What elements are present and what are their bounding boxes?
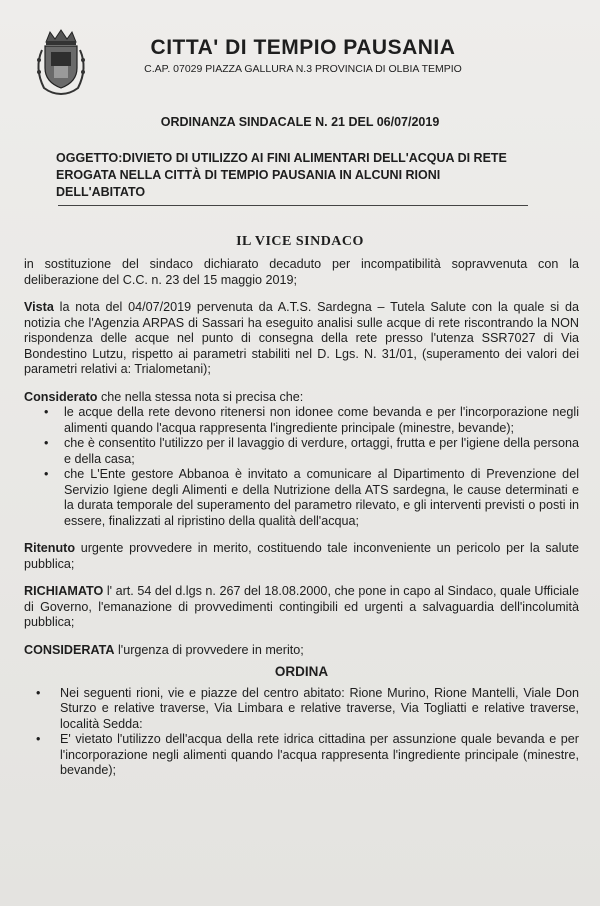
bullet-icon: •	[44, 436, 49, 450]
list-item: • che è consentito l'utilizzo per il lavaggio di verdure, ortaggi, frutta e per l'igiene della persona e della casa;	[44, 436, 579, 466]
considerata-text: l'urgenza di provvedere in merito;	[114, 642, 304, 657]
richiamato-keyword: RICHIAMATO	[24, 584, 104, 598]
subject-divider	[58, 205, 528, 206]
considerato-list	[24, 405, 579, 529]
vista-paragraph	[24, 300, 579, 378]
richiamato-text: l' art. 54 del d.lgs n. 267 del 18.08.2000, che pone in capo al Sindaco, quale Ufficiale di Governo, l'emanazione di provvedimenti contingibili ed urgenti a salvaguardia dell'incolumità pubblica;	[24, 584, 579, 629]
municipal-crest-icon	[30, 28, 92, 100]
considerato-keyword: Considerato	[24, 389, 98, 404]
subject: OGGETTO:DIVIETO DI UTILIZZO AI FINI ALIMENTARI DELL'ACQUA DI RETE EROGATA NELLA CITTÀ DI TEMPIO PAUSANIA IN ALCUNI RIONI DELL'ABITATO	[56, 151, 507, 199]
list-item: • E' vietato l'utilizzo dell'acqua della rete idrica cittadina per assunzione quale bevanda e per l'incorporazione negli alimenti quando l'acqua rappresenta l'ingrediente principale (minestre, bevande);	[36, 732, 579, 777]
ordinance-number: ORDINANZA SINDACALE N. 21 DEL 06/07/2019	[160, 115, 440, 129]
city-address: C.AP. 07029 PIAZZA GALLURA N.3 PROVINCIA DI OLBIA TEMPIO	[144, 63, 462, 75]
ordina-heading: ORDINA	[274, 664, 329, 679]
vista-keyword: Vista	[24, 300, 54, 314]
considerato-text: che nella stessa nota si precisa che:	[97, 389, 304, 404]
city-title: CITTA' DI TEMPIO PAUSANIA	[150, 36, 456, 59]
vice-mayor-heading: IL VICE SINDACO	[236, 234, 364, 249]
bullet-icon: •	[44, 405, 49, 419]
vista-text: la nota del 04/07/2019 pervenuta da A.T.S. Sardegna – Tutela Salute con la quale si da notizia che l'Agenzia ARPAS di Sassari ha eseguito analisi sulle acque di rete riscontrando la NON rispondenza delle acque nel punto di consegna della rete presso l'utenza SSR7027 di Via Bondestino Lutzu, rispetto ai parametri stabiliti nel D. Lgs. N. 31/01, (superamento dei valori dei parametri relativi a: Trialometani);	[24, 300, 579, 376]
bullet-icon: •	[36, 685, 41, 700]
ritenuto-text: urgente provvedere in merito, costituendo tale inconveniente un pericolo per la salute pubblica;	[24, 541, 579, 571]
considerata-paragraph	[24, 643, 579, 659]
ritenuto-keyword: Ritenuto	[24, 541, 76, 555]
ritenuto-paragraph	[24, 541, 579, 572]
ordina-list	[24, 686, 579, 779]
document-body	[24, 257, 579, 779]
intro-paragraph: in sostituzione del sindaco dichiarato decaduto per incompatibilità sopravvenuta con la deliberazione del C.C. n. 23 del 15 maggio 2019;	[24, 257, 579, 287]
list-item: • che L'Ente gestore Abbanoa è invitato a comunicare al Dipartimento di Prevenzione del Servizio Igiene degli Alimenti e della Nutrizione della ATS sardegna, le cause determinati e la durata temporale del superamento del parametro rilevato, e gli interventi previsti o posti in essere, finalizzati al ripristino della qualità dell'acqua;	[44, 467, 579, 528]
bullet-icon: •	[44, 467, 49, 481]
list-item: • le acque della rete devono ritenersi non idonee come bevanda e per l'incorporazione negli alimenti quando l'acqua rappresenta l'ingrediente principale (minestre, bevande);	[44, 405, 579, 435]
bullet-icon: •	[36, 732, 41, 746]
richiamato-paragraph	[24, 584, 579, 631]
list-item: • Nei seguenti rioni, vie e piazze del centro abitato: Rione Murino, Rione Mantelli, Viale Don Sturzo e relative traverse, Via Limbara e relative traverse, Via Togliatti e relative traverse, località Sedda:	[36, 685, 579, 731]
considerata-keyword: CONSIDERATA	[24, 642, 115, 657]
considerato-paragraph	[24, 390, 579, 406]
